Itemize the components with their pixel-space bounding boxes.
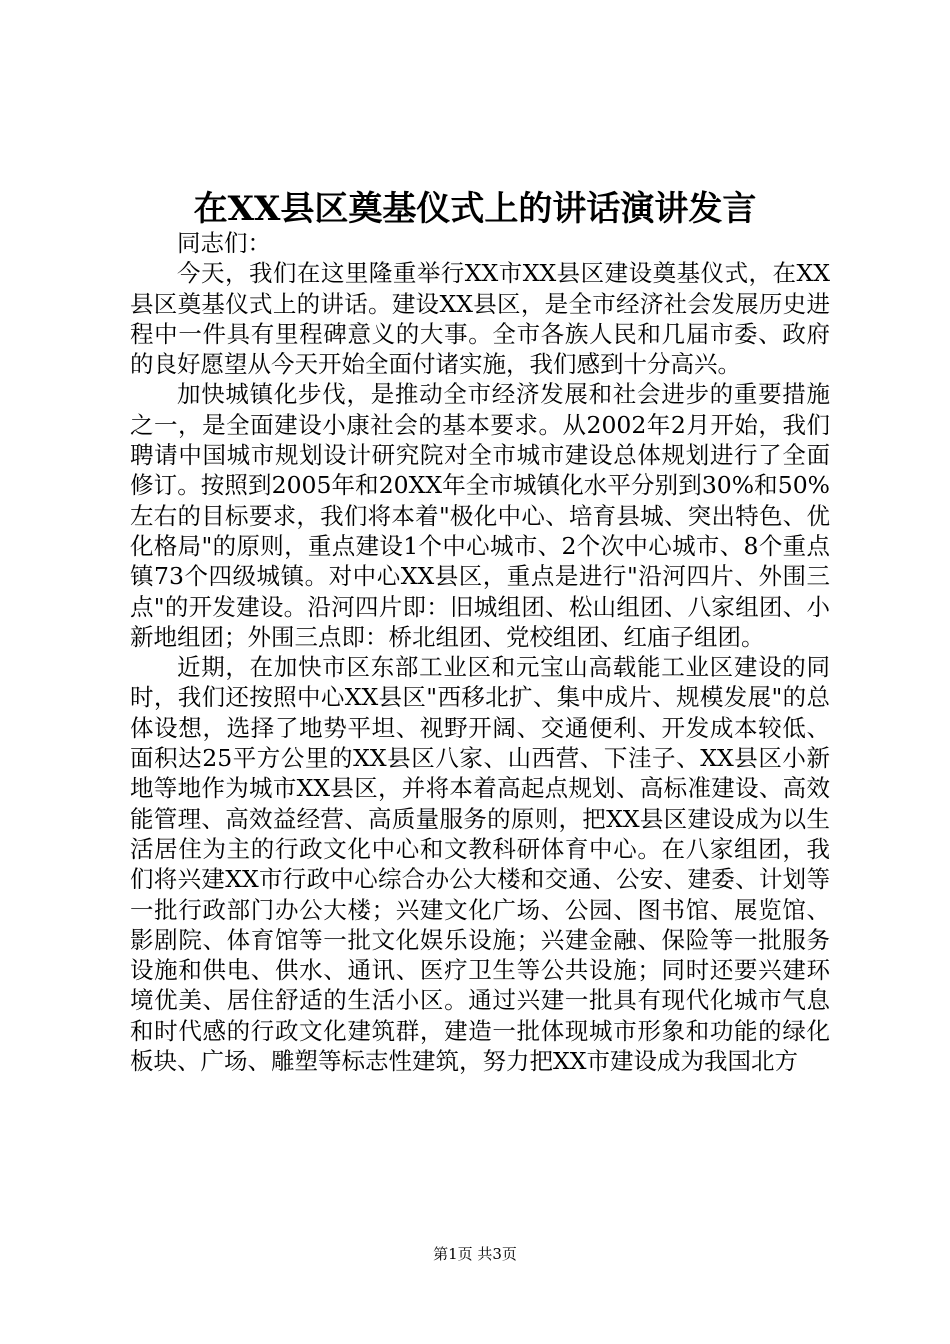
salutation: 同志们： bbox=[177, 229, 271, 257]
paragraph: 今天，我们在这里隆重举行XX市XX县区建设奠基仪式，在XX县区奠基仪式上的讲话。建设XX县区，是全市经济社会发展历史进程中一件具有里程碑意义的大事。全市各族人民和几届市委、政府的良好愿望从今天开始全面付诸实施，我们感到十分高兴。 bbox=[130, 259, 830, 379]
paragraph: 近期，在加快市区东部工业区和元宝山高载能工业区建设的同时，我们还按照中心XX县区"西移北扩、集中成片、规模发展"的总体设想，选择了地势平坦、视野开阔、交通便利、开发成本较低、面积达25平方公里的XX县区八家、山西营、下洼子、XX县区小新地等地作为城市XX县区，并将本着高起点规划、高标准建设、高效能管理、高效益经营、高质量服务的原则，把XX县区建设成为以生活居住为主的行政文化中心和文教科研体育中心。在八家组团，我们将兴建XX市行政中心综合办公大楼和交通、公安、建委、计划等一批行政部门办公大楼；兴建文化广场、公园、图书馆、展览馆、影剧院、体育馆等一批文化娱乐设施；兴建金融、保险等一批服务设施和供电、供水、通讯、医疗卫生等公共设施；同时还要兴建环境优美、居住舒适的生活小区。通过兴建一批具有现代化城市气息和时代感的行政文化建筑群，建造一批体现城市形象和功能的绿化板块、广场、雕塑等标志性建筑，努力把XX市建设成为我国北方 bbox=[130, 653, 830, 1076]
document-title: 在XX县区奠基仪式上的讲话演讲发言 bbox=[193, 189, 757, 229]
paragraph: 加快城镇化步伐，是推动全市经济发展和社会进步的重要措施之一，是全面建设小康社会的基本要求。从2002年2月开始，我们聘请中国城市规划设计研究院对全市城市建设总体规划进行了全面修订。按照到2005年和20XX年全市城镇化水平分别到30%和50%左右的目标要求，我们将本着"极化中心、培育县城、突出特色、优化格局"的原则，重点建设1个中心城市、2个次中心城市、8个重点镇73个四级城镇。对中心XX县区，重点是进行"沿河四片、外围三点"的开发建设。沿河四片即：旧城组团、松山组团、八家组团、小新地组团；外围三点即：桥北组团、党校组团、红庙子组团。 bbox=[130, 380, 830, 651]
document-body bbox=[130, 228, 830, 1076]
page-footer: 第1页 共3页 bbox=[433, 1245, 517, 1263]
